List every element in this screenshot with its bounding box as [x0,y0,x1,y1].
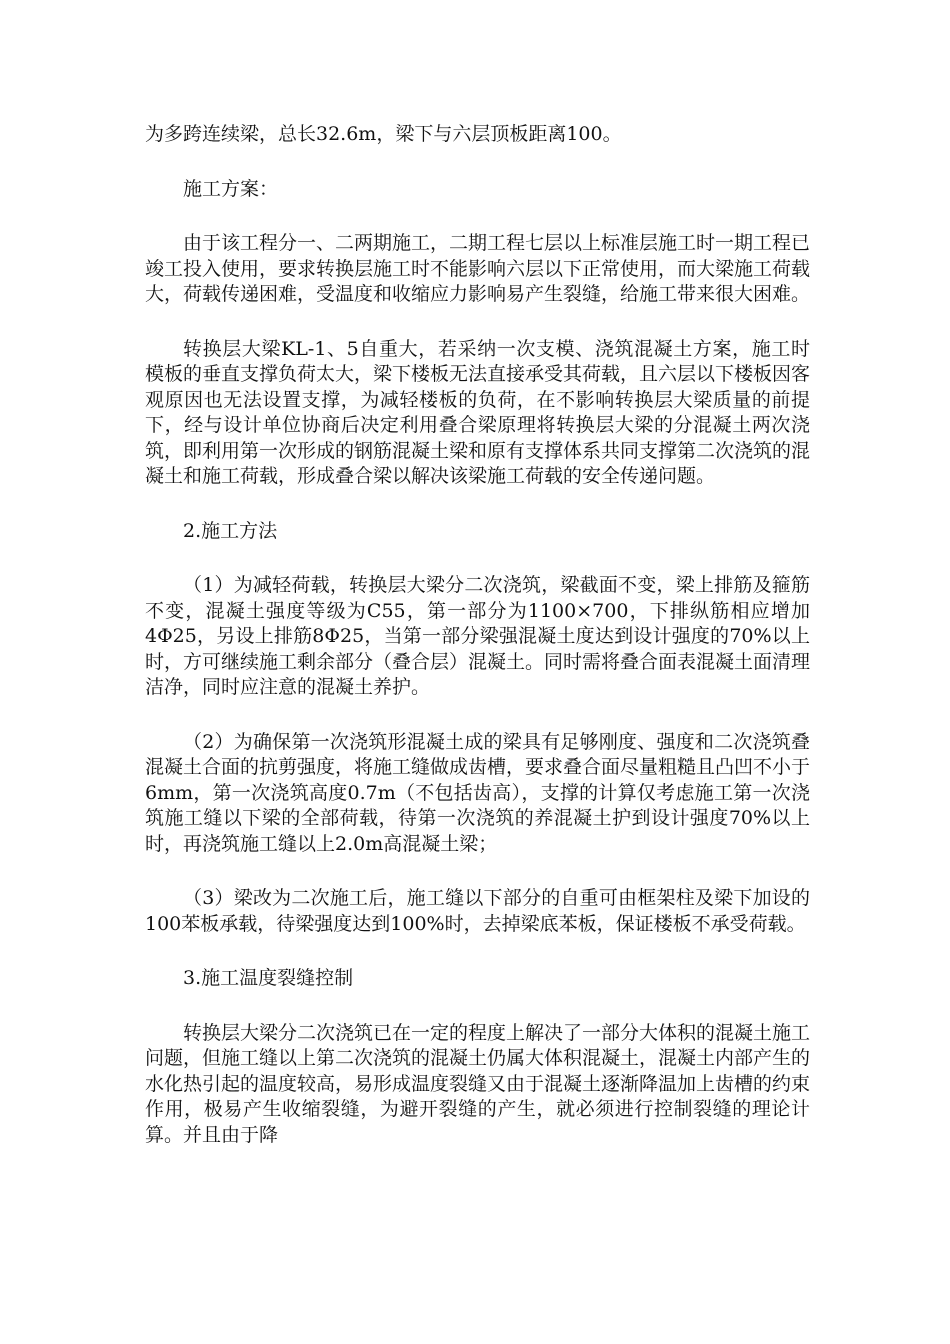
section-heading-crack-control: 3.施工温度裂缝控制 [183,967,354,989]
paragraph-continued: 为多跨连续梁，总长32.6m，梁下与六层顶板距离100。 [145,123,622,145]
paragraph: （3）梁改为二次施工后，施工缝以下部分的自重可由框架柱及梁下加设的100苯板承载，待梁强度达到100%时，去掉梁底苯板，保证楼板不承受荷载。 [145,887,810,935]
document-body [145,122,810,1177]
paragraph: 由于该工程分一、二两期施工，二期工程七层以上标准层施工时一期工程已竣工投入使用，要求转换层施工时不能影响六层以下正常使用，而大梁施工荷载大，荷载传递困难，受温度和收缩应力影响易产生裂缝，给施工带来很大困难。 [145,232,811,305]
paragraph: 转换层大梁分二次浇筑已在一定的程度上解决了一部分大体积的混凝土施工问题，但施工缝以上第二次浇筑的混凝土仍属大体积混凝土，混凝土内部产生的水化热引起的温度较高，易形成温度裂缝又由于混凝土逐渐降温加上齿槽的约束作用，极易产生收缩裂缝，为避开裂缝的产生，就必须进行控制裂缝的理论计算。并且由于降 [145,1021,811,1146]
paragraph: （2）为确保第一次浇筑形混凝土成的梁具有足够刚度、强度和二次浇筑叠混凝土合面的抗剪强度，将施工缝做成齿槽，要求叠合面尽量粗糙且凸凹不小于6mm，第一次浇筑高度0.7m（不包括齿高），支撑的计算仅考虑施工第一次浇筑施工缝以下梁的全部荷载，待第一次浇筑的养混凝土护到设计强度70%以上时，再浇筑施工缝以上2.0m高混凝土梁； [145,730,811,855]
paragraph: 转换层大梁KL-1、5自重大，若采纳一次支模、浇筑混凝土方案，施工时模板的垂直支撑负荷太大，梁下楼板无法直接承受其荷载，且六层以下楼板因客观原因也无法设置支撑，为减轻楼板的负荷，在不影响转换层大梁质量的前提下，经与设计单位协商后决定利用叠合梁原理将转换层大梁的分混凝土两次浇筑，即利用第一次形成的钢筋混凝土梁和原有支撑体系共同支撑第二次浇筑的混凝土和施工荷载，形成叠合梁以解决该梁施工荷载的安全传递问题。 [145,337,811,487]
section-heading-plan: 施工方案： [183,177,279,200]
paragraph: （1）为减轻荷载，转换层大梁分二次浇筑，梁截面不变，梁上排筋及箍筋不变，混凝土强度等级为C55，第一部分为1100×700，下排纵筋相应增加4Φ25，另设上排筋8Φ25，当第一部分梁强混凝土度达到设计强度的70%以上时，方可继续施工剩余部分（叠合层）混凝土。同时需将叠合面表混凝土面清理洁净，同时应注意的混凝土养护。 [145,574,811,698]
section-heading-method: 2.施工方法 [183,519,278,542]
